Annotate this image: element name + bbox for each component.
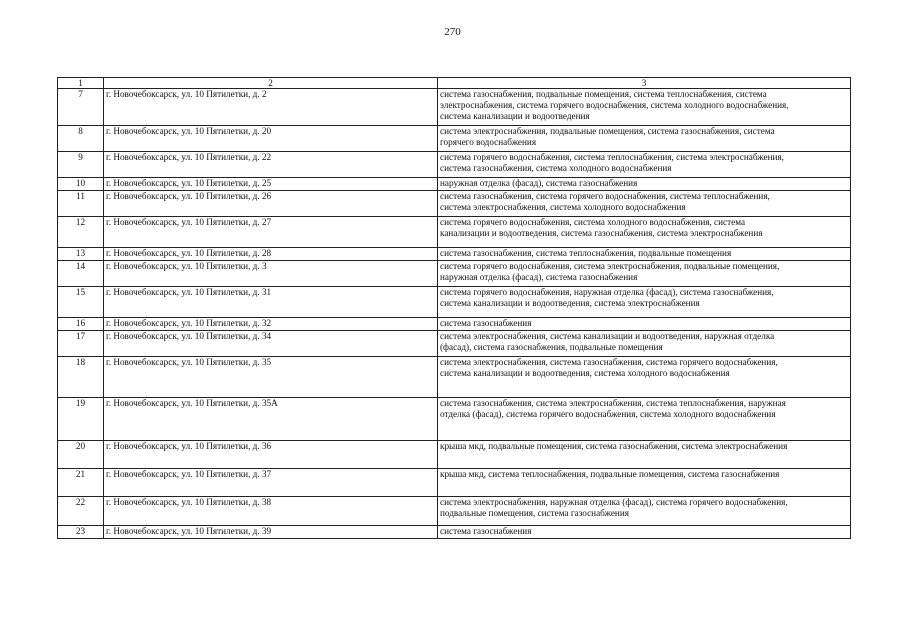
row-systems: система газоснабжения, система горячего водоснабжения, система теплоснабжения, система электроснабжения, система холодного водоснабжения bbox=[438, 191, 851, 217]
table-row bbox=[58, 398, 851, 441]
row-systems: система горячего водоснабжения, система холодного водоснабжения, система канализации и водоотведения, система газоснабжения, система электроснабжения bbox=[438, 217, 851, 248]
table-row bbox=[58, 178, 851, 191]
row-number: 13 bbox=[58, 248, 104, 261]
page-number: 270 bbox=[444, 26, 461, 38]
table-row bbox=[58, 89, 851, 126]
row-systems: система электроснабжения, система канализации и водоотведения, наружная отделка (фасад), система газоснабжения, подвальные помещения bbox=[438, 331, 851, 357]
row-address: г. Новочебоксарск, ул. 10 Пятилетки, д. 37 bbox=[104, 469, 438, 497]
row-number: 20 bbox=[58, 441, 104, 469]
row-number: 16 bbox=[58, 318, 104, 331]
row-address: г. Новочебоксарск, ул. 10 Пятилетки, д. 28 bbox=[104, 248, 438, 261]
row-address: г. Новочебоксарск, ул. 10 Пятилетки, д. 39 bbox=[104, 526, 438, 539]
table-row bbox=[58, 287, 851, 318]
row-systems: крыша мкд, подвальные помещения, система газоснабжения, система электроснабжения bbox=[438, 441, 851, 469]
row-systems: наружная отделка (фасад), система газоснабжения bbox=[438, 178, 851, 191]
row-number: 23 bbox=[58, 526, 104, 539]
row-systems: система горячего водоснабжения, система теплоснабжения, система электроснабжения, система газоснабжения, система холодного водоснабжения bbox=[438, 152, 851, 178]
row-number: 9 bbox=[58, 152, 104, 178]
row-address: г. Новочебоксарск, ул. 10 Пятилетки, д. 35 bbox=[104, 357, 438, 398]
row-systems: система газоснабжения, подвальные помещения, система теплоснабжения, система электроснабжения, система горячего водоснабжения, система холодного водоснабжения, система канализации и водоотведения bbox=[438, 89, 851, 126]
table-row bbox=[58, 126, 851, 152]
table-header-row bbox=[58, 78, 851, 89]
table-row bbox=[58, 497, 851, 526]
row-number: 21 bbox=[58, 469, 104, 497]
row-address: г. Новочебоксарск, ул. 10 Пятилетки, д. 2 bbox=[104, 89, 438, 126]
buildings-table bbox=[57, 77, 851, 539]
row-number: 8 bbox=[58, 126, 104, 152]
table-row bbox=[58, 217, 851, 248]
row-number: 19 bbox=[58, 398, 104, 441]
row-address: г. Новочебоксарск, ул. 10 Пятилетки, д. 25 bbox=[104, 178, 438, 191]
table-row bbox=[58, 526, 851, 539]
row-number: 22 bbox=[58, 497, 104, 526]
column-header-number: 1 bbox=[58, 78, 104, 89]
row-address: г. Новочебоксарск, ул. 10 Пятилетки, д. 31 bbox=[104, 287, 438, 318]
row-address: г. Новочебоксарск, ул. 10 Пятилетки, д. 36 bbox=[104, 441, 438, 469]
row-address: г. Новочебоксарск, ул. 10 Пятилетки, д. 3 bbox=[104, 261, 438, 287]
row-systems: система газоснабжения, система электроснабжения, система теплоснабжения, наружная отделка (фасад), система горячего водоснабжения, система холодного водоснабжения bbox=[438, 398, 851, 441]
table-row bbox=[58, 357, 851, 398]
row-address: г. Новочебоксарск, ул. 10 Пятилетки, д. 26 bbox=[104, 191, 438, 217]
row-systems: система электроснабжения, наружная отделка (фасад), система горячего водоснабжения, подвальные помещения, система газоснабжения bbox=[438, 497, 851, 526]
row-address: г. Новочебоксарск, ул. 10 Пятилетки, д. 27 bbox=[104, 217, 438, 248]
row-systems: система газоснабжения bbox=[438, 318, 851, 331]
row-systems: крыша мкд, система теплоснабжения, подвальные помещения, система газоснабжения bbox=[438, 469, 851, 497]
row-systems: система газоснабжения, система теплоснабжения, подвальные помещения bbox=[438, 248, 851, 261]
column-header-address: 2 bbox=[104, 78, 438, 89]
row-address: г. Новочебоксарск, ул. 10 Пятилетки, д. 22 bbox=[104, 152, 438, 178]
table-row bbox=[58, 441, 851, 469]
row-number: 10 bbox=[58, 178, 104, 191]
row-number: 17 bbox=[58, 331, 104, 357]
row-systems: система горячего водоснабжения, система электроснабжения, подвальные помещения, наружная отделка (фасад), система газоснабжения bbox=[438, 261, 851, 287]
table-row bbox=[58, 261, 851, 287]
row-number: 7 bbox=[58, 89, 104, 126]
table-row bbox=[58, 318, 851, 331]
row-address: г. Новочебоксарск, ул. 10 Пятилетки, д. 20 bbox=[104, 126, 438, 152]
row-number: 12 bbox=[58, 217, 104, 248]
row-systems: система электроснабжения, система газоснабжения, система горячего водоснабжения, система канализации и водоотведения, система холодного водоснабжения bbox=[438, 357, 851, 398]
column-header-systems: 3 bbox=[438, 78, 851, 89]
table-row bbox=[58, 469, 851, 497]
row-number: 18 bbox=[58, 357, 104, 398]
row-address: г. Новочебоксарск, ул. 10 Пятилетки, д. 35А bbox=[104, 398, 438, 441]
row-systems: система электроснабжения, подвальные помещения, система газоснабжения, система горячего водоснабжения bbox=[438, 126, 851, 152]
row-number: 14 bbox=[58, 261, 104, 287]
row-address: г. Новочебоксарск, ул. 10 Пятилетки, д. 38 bbox=[104, 497, 438, 526]
row-number: 15 bbox=[58, 287, 104, 318]
row-number: 11 bbox=[58, 191, 104, 217]
row-address: г. Новочебоксарск, ул. 10 Пятилетки, д. 32 bbox=[104, 318, 438, 331]
table-row bbox=[58, 191, 851, 217]
row-systems: система газоснабжения bbox=[438, 526, 851, 539]
table-row bbox=[58, 331, 851, 357]
row-address: г. Новочебоксарск, ул. 10 Пятилетки, д. 34 bbox=[104, 331, 438, 357]
table-row bbox=[58, 152, 851, 178]
row-systems: система горячего водоснабжения, наружная отделка (фасад), система газоснабжения, система канализации и водоотведения, система электроснабжения bbox=[438, 287, 851, 318]
table-row bbox=[58, 248, 851, 261]
